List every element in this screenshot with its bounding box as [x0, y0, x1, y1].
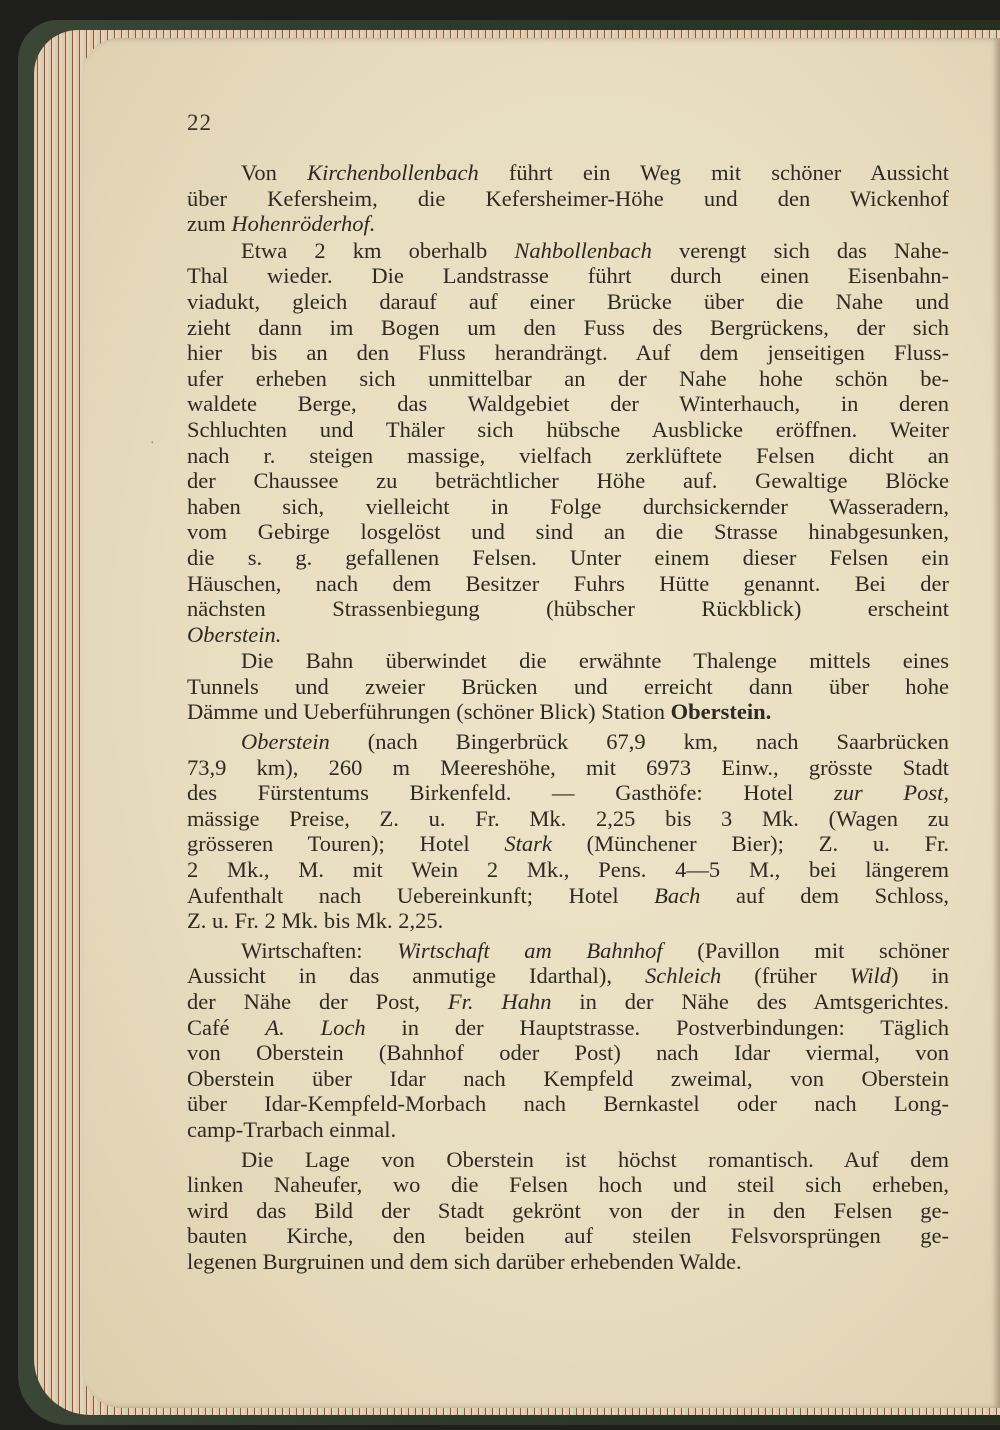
page-speck: · [150, 436, 155, 451]
text-line [187, 315, 949, 341]
italic-run: Schleich [645, 963, 722, 989]
italic-run: Wirtschaft am Bahnhof [397, 937, 663, 963]
text-run: verengt sich das Nahe- [651, 237, 950, 263]
text-line [187, 596, 949, 622]
text-run: bauten Kirche, den beiden auf steilen Felsvorsprüngen ge- [187, 1223, 949, 1249]
text-line [187, 340, 949, 366]
text-line [187, 494, 949, 520]
text-run: waldete Berge, das Waldgebiet der Winterhauch, in deren [187, 391, 949, 417]
text-run: grösseren Touren); Hotel [187, 831, 505, 857]
paragraph [187, 238, 949, 648]
text-run: Tunnels und zweier Brücken und erreicht dann über hohe [187, 673, 949, 699]
text-line [187, 263, 949, 289]
text-line [187, 366, 949, 392]
paragraph [187, 729, 949, 934]
italic-run: A. Loch [265, 1014, 366, 1040]
text-run: camp-Trarbach einmal. [187, 1116, 397, 1142]
text-run: über Kefersheim, die Kefersheimer-Höhe und den Wickenhof [187, 185, 949, 211]
text-run: (früher [721, 963, 850, 989]
text-line [187, 729, 949, 755]
text-run: der Chaussee zu beträchtlicher Höhe auf. Gewaltige Blöcke [187, 468, 949, 494]
text-run: Dämme und Ueberführungen (schöner Blick) Station [187, 699, 671, 725]
text-run: linken Naheufer, wo die Felsen hoch und steil sich erheben, [187, 1172, 949, 1198]
text-line [187, 519, 949, 545]
paragraph [187, 160, 949, 237]
paragraph [187, 1147, 949, 1275]
italic-run: Stark [504, 831, 552, 857]
italic-run: Oberstein. [187, 621, 282, 647]
text-run: (Pavillon mit schöner [662, 937, 950, 963]
text-line [187, 883, 949, 909]
text-line [187, 1091, 949, 1117]
text-line [187, 211, 949, 237]
text-run: Die Bahn überwindet die erwähnte Thalenge mittels eines [241, 648, 949, 674]
text-line [187, 1223, 949, 1249]
text-run: Thal wieder. Die Landstrasse führt durch einen Eisenbahn- [187, 263, 949, 289]
text-run: von Oberstein (Bahnhof oder Post) nach Idar viermal, von [187, 1040, 949, 1066]
text-line [187, 963, 949, 989]
text-run: des Fürstentums Birkenfeld. — Gasthöfe: Hotel [187, 780, 834, 806]
text-run: legenen Burgruinen und dem sich darüber erhebenden Walde. [187, 1248, 742, 1274]
bold-run: Oberstein. [670, 699, 772, 725]
italic-run: zur Post, [833, 780, 949, 806]
text-run: Schluchten und Thäler sich hübsche Ausblicke eröffnen. Weiter [187, 416, 949, 442]
text-run: Z. u. Fr. 2 Mk. bis Mk. 2,25. [187, 908, 444, 934]
text-line [187, 755, 949, 781]
paragraph [187, 938, 949, 1143]
text-line [187, 674, 949, 700]
text-run: hier bis an den Fluss herandrängt. Auf dem jenseitigen Fluss- [187, 340, 949, 366]
text-run: vom Gebirge losgelöst und sind an die Strasse hinabgesunken, [187, 519, 949, 545]
text-line [187, 391, 949, 417]
text-line [187, 1117, 949, 1143]
text-line [187, 622, 949, 648]
text-run: ) in [891, 963, 949, 989]
text-line [187, 1040, 949, 1066]
paragraph [187, 648, 949, 725]
text-line [187, 989, 949, 1015]
text-line [187, 468, 949, 494]
text-line [187, 1147, 949, 1173]
text-line [187, 186, 949, 212]
text-line [187, 443, 949, 469]
text-run: viadukt, gleich darauf auf einer Brücke über die Nahe und [187, 288, 949, 314]
text-line [187, 1066, 949, 1092]
text-run: auf dem Schloss, [700, 882, 949, 908]
text-run: in der Nähe des Amtsgerichtes. [551, 989, 949, 1014]
text-run: Wirtschaften: [241, 937, 398, 963]
text-run: ufer erheben sich unmittelbar an der Nahe hohe schön be- [187, 365, 949, 391]
italic-run: Fr. Hahn [447, 989, 552, 1014]
page-number: 22 [187, 110, 212, 135]
text-run: führt ein Weg mit schöner Aussicht [478, 160, 949, 185]
text-line [187, 417, 949, 443]
text-run: Oberstein über Idar nach Kempfeld zweimal, von Oberstein [187, 1065, 949, 1091]
italic-run: Kirchenbollenbach [307, 160, 479, 185]
text-line [187, 831, 949, 857]
text-line [187, 160, 949, 186]
text-line [187, 780, 949, 806]
text-line [187, 806, 949, 832]
text-run: Häuschen, nach dem Besitzer Fuhrs Hütte genannt. Bei der [187, 570, 949, 596]
text-line [187, 545, 949, 571]
text-run: zieht dann im Bogen um den Fuss des Bergrückens, der sich [187, 314, 949, 340]
text-run: (nach Bingerbrück 67,9 km, nach Saarbrücken [329, 729, 949, 755]
text-run: haben sich, vielleicht in Folge durchsickernder Wasseradern, [187, 493, 949, 519]
text-line [187, 289, 949, 315]
text-run: nächsten Strassenbiegung (hübscher Rückblick) erscheint [187, 596, 949, 622]
italic-run: Hohenröderhof. [231, 211, 376, 237]
text-line [187, 699, 949, 725]
text-run: wird das Bild der Stadt gekrönt von der in den Felsen ge- [187, 1197, 949, 1223]
text-run: in der Hauptstrasse. Postverbindungen: Täglich [365, 1014, 949, 1040]
text-line [187, 1198, 949, 1224]
text-run: über Idar-Kempfeld-Morbach nach Bernkastel oder nach Long- [187, 1091, 949, 1117]
text-run: Von [241, 160, 308, 185]
italic-run: Oberstein [241, 729, 330, 755]
body-text [187, 160, 949, 1276]
text-run: die s. g. gefallenen Felsen. Unter einem dieser Felsen ein [187, 544, 949, 570]
text-line [187, 238, 949, 264]
text-line [187, 571, 949, 597]
text-run: 73,9 km), 260 m Meereshöhe, mit 6973 Einw., grösste Stadt [187, 754, 949, 780]
text-run: zum [187, 211, 232, 237]
text-line [187, 1172, 949, 1198]
text-run: nach r. steigen massige, vielfach zerklüftete Felsen dicht an [187, 442, 949, 468]
text-run: der Nähe der Post, [187, 989, 448, 1014]
text-line [187, 648, 949, 674]
text-run: Die Lage von Oberstein ist höchst romantisch. Auf dem [241, 1146, 949, 1172]
text-run: Café [187, 1014, 266, 1040]
text-line [187, 908, 949, 934]
italic-run: Nahbollenbach [514, 237, 652, 263]
text-run: Aussicht in das anmutige Idarthal), [187, 963, 646, 989]
italic-run: Wild [849, 963, 891, 989]
text-run: 2 Mk., M. mit Wein 2 Mk., Pens. 4—5 M., bei längerem [187, 857, 949, 883]
text-line [187, 1249, 949, 1275]
text-run: Etwa 2 km oberhalb [241, 237, 515, 263]
text-line [187, 1015, 949, 1041]
text-line [187, 938, 949, 964]
text-run: (Münchener Bier); Z. u. Fr. [551, 831, 949, 857]
text-run: Aufenthalt nach Uebereinkunft; Hotel [187, 882, 655, 908]
text-run: mässige Preise, Z. u. Fr. Mk. 2,25 bis 3 Mk. (Wagen zu [187, 805, 949, 831]
text-line [187, 857, 949, 883]
italic-run: Bach [654, 882, 701, 908]
